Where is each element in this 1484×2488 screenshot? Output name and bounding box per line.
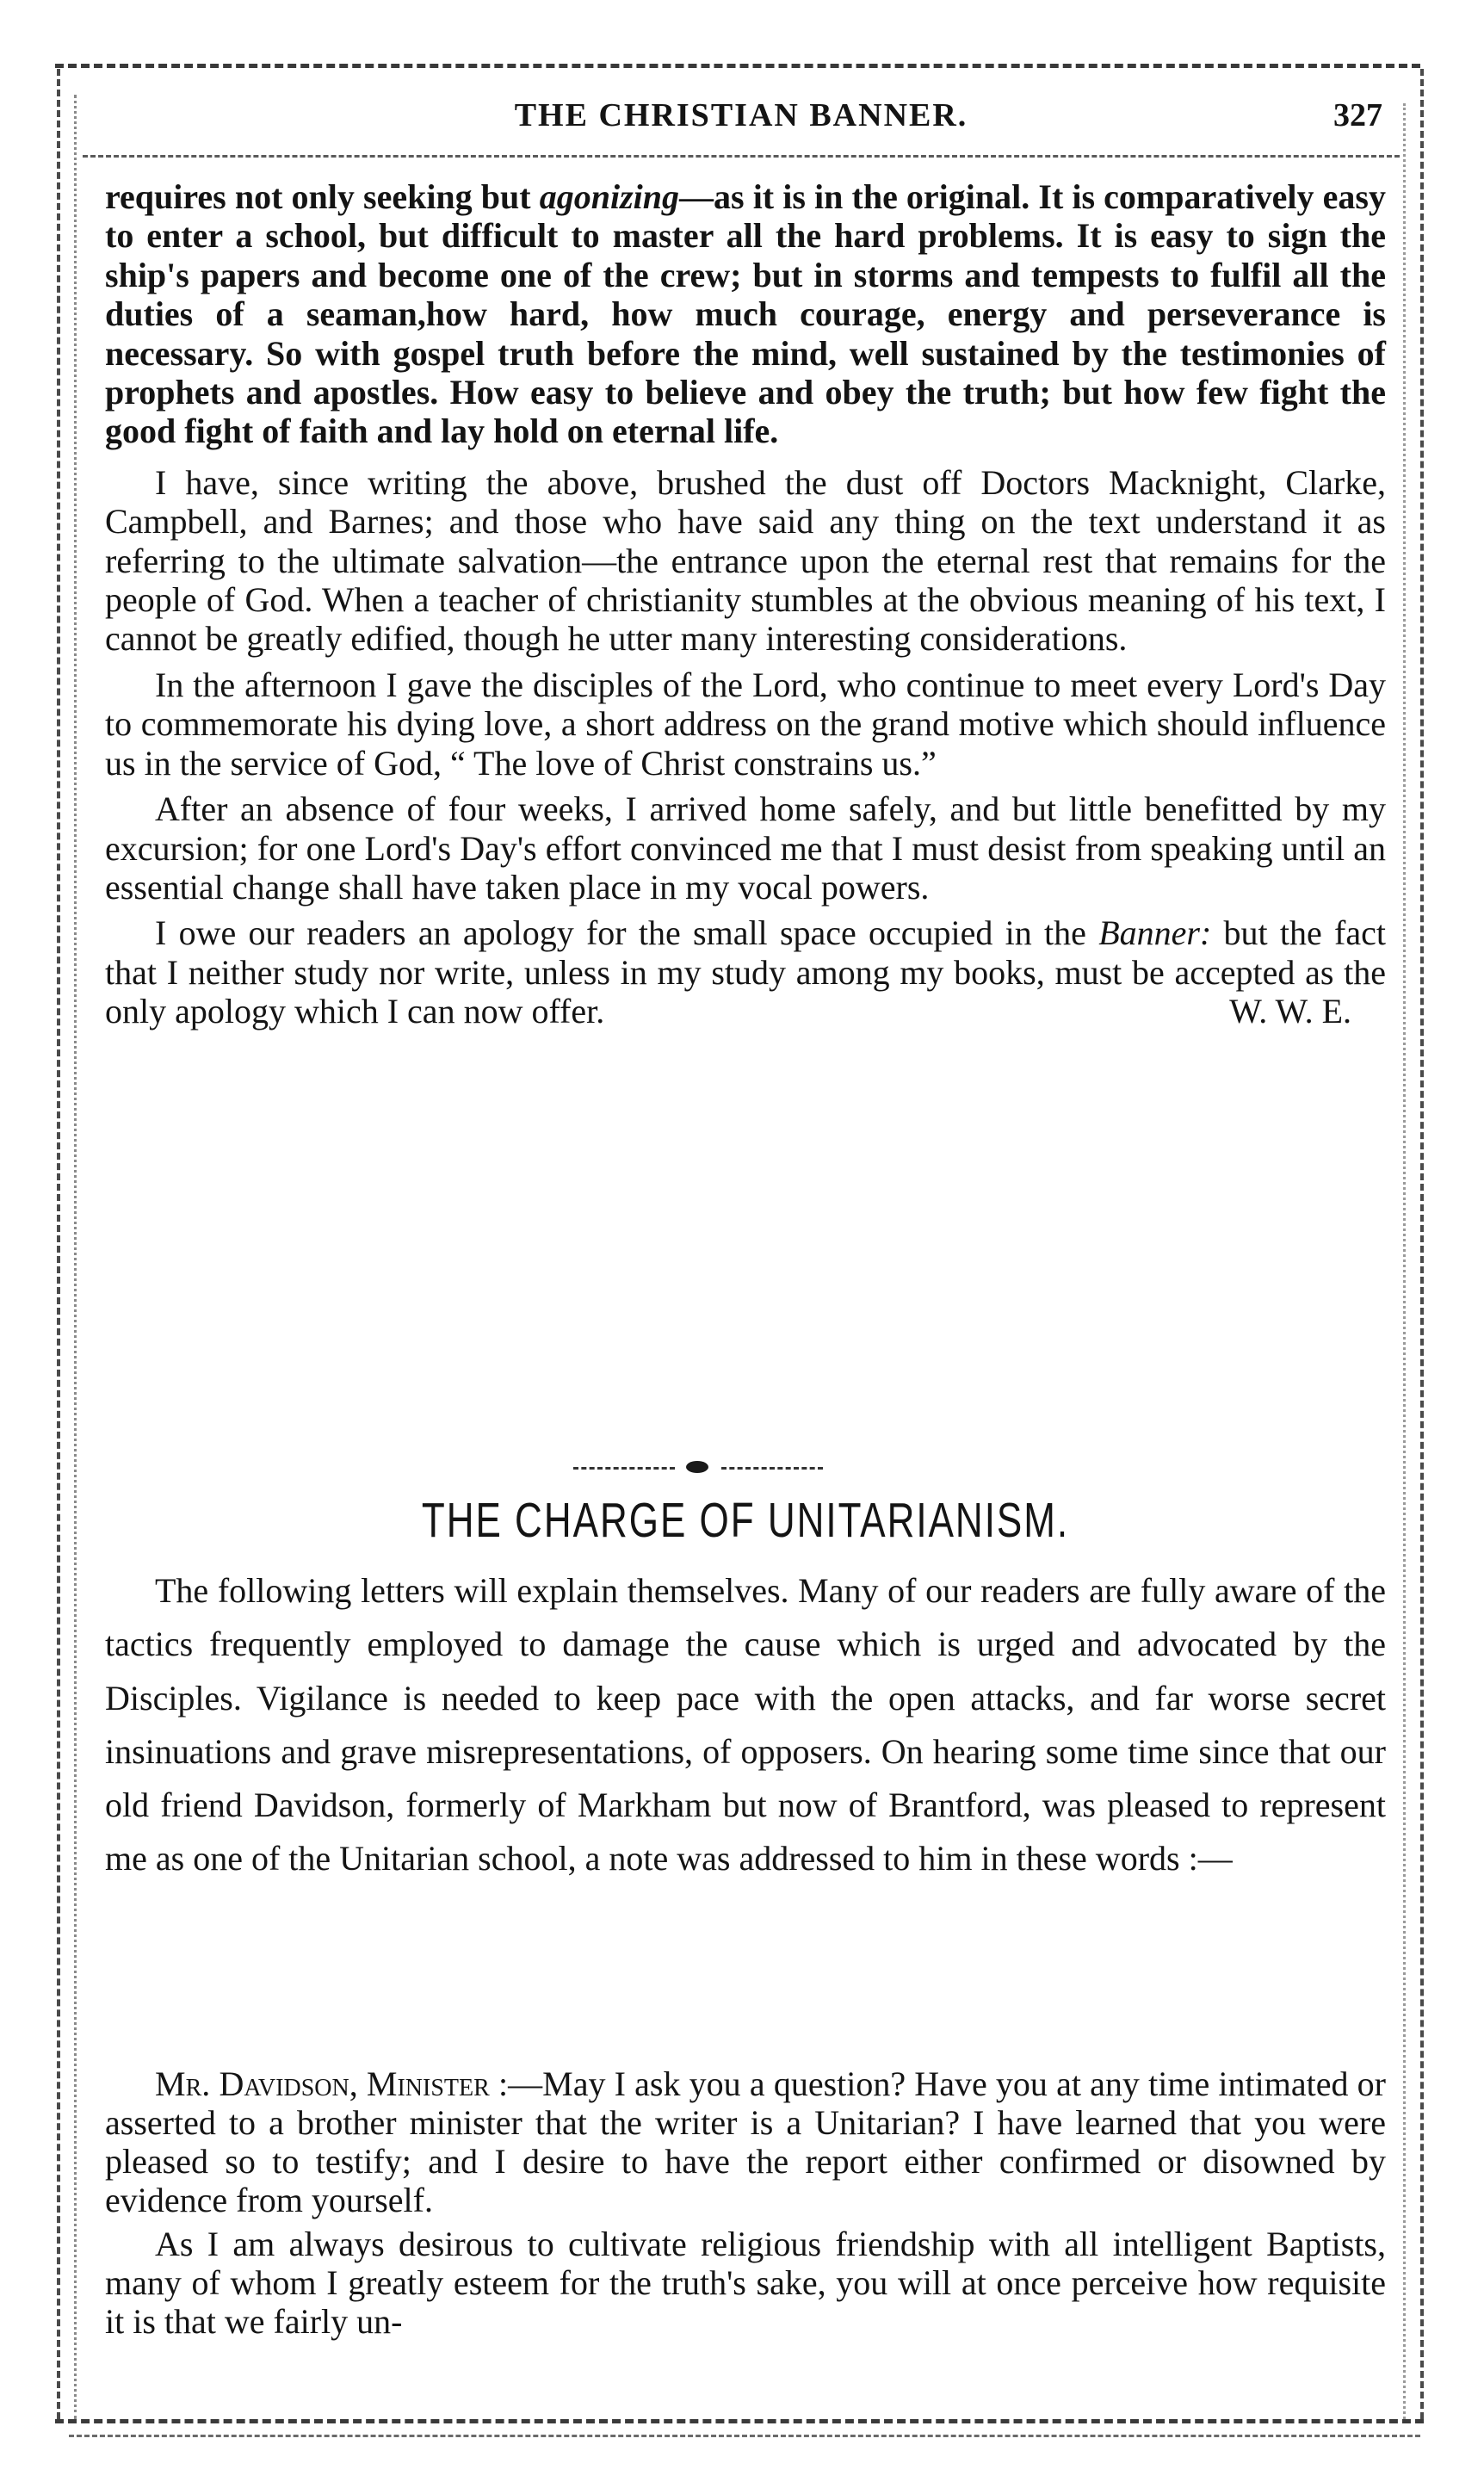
frame-right-inner-rule	[1403, 103, 1406, 2419]
italic-text: Banner:	[1098, 913, 1212, 953]
paragraph: In the afternoon I gave the disciples of the Lord, who continue to meet every Lord's Day to commemorate his dying love, a short address on the grand motive which should influence us in the service of God, “ The love of Christ constrains us.”	[105, 665, 1386, 783]
italic-text: agonizing	[539, 177, 680, 216]
text-run: —as it is in the original. It is comparatively easy to enter a school, but difficult to master all the hard problems. It is easy to sign the ship's papers and become one of the crew; but in storms and tempests to fulfil all the duties of a seaman,how hard, how much courage, energy and perseverance is necessary. So with gospel truth before the mind, well sustained by the testimonies of prophets and apostles. How easy to believe and obey the truth; but how few fight the good fight of faith and lay hold on eternal life.	[105, 177, 1386, 451]
divider-rule-left	[573, 1467, 675, 1470]
text-run: but the fact that I neither study nor write, unless in my study among my books, must be accepted as the only apology which I can now offer.	[105, 913, 1387, 1031]
section-divider-ornament	[573, 1461, 823, 1475]
text-run: I owe our readers an apology for the small space occupied in the	[155, 913, 1099, 953]
frame-bottom-inner-rule	[69, 2435, 1420, 2437]
divider-dot	[686, 1461, 708, 1473]
paragraph: I have, since writing the above, brushed the dust off Doctors Macknight, Clarke, Campbell, and Barnes; and those who have said any thing on the text understand it as referring to the ultimate salvation—the entrance upon the eternal rest that remains for the people of God. When a teacher of christianity stumbles at the obvious meaning of his text, I cannot be greatly edified, though he utter many interesting considerations.	[105, 462, 1386, 659]
journal-title: THE CHRISTIAN BANNER.	[514, 97, 968, 133]
article-intro	[105, 1564, 1386, 1886]
page-number: 327	[1333, 97, 1382, 133]
paragraph	[105, 913, 1386, 1030]
frame-right-rule	[1420, 69, 1424, 2419]
paragraph	[105, 2064, 1386, 2219]
paragraph: After an absence of four weeks, I arrived home safely, and but little benefitted by my excursion; for one Lord's Day's effort convinced me that I must desist from speaking until an essential change shall have taken place in my vocal powers.	[105, 789, 1386, 907]
frame-bottom-rule	[55, 2419, 1424, 2423]
running-head	[83, 86, 1400, 146]
text-run: :—May I ask you a question? Have you at any time intimated or asserted to a brother minister that the writer is a Unitarian? I have learned that you were pleased so to testify; and I desire to have the report either confirmed or disowned by evidence from yourself.	[105, 2064, 1386, 2219]
letter-salutation: Mr. Davidson, Minister	[155, 2064, 490, 2103]
letter-body	[105, 2064, 1386, 2341]
header-rule	[83, 155, 1400, 158]
section-heading: THE CHARGE OF UNITARIANISM.	[421, 1494, 1070, 1548]
frame-left-rule	[57, 69, 60, 2419]
paragraph	[105, 177, 1386, 451]
divider-rule-right	[721, 1467, 823, 1470]
paragraph: As I am always desirous to cultivate religious friendship with all intelligent Baptists, many of whom I greatly esteem for the truth's sake, you will at once perceive how requisite it is that we fairly un-	[105, 2225, 1386, 2341]
frame-left-inner-rule	[74, 95, 77, 2419]
paragraph: The following letters will explain themselves. Many of our readers are fully aware of the tactics frequently employed to damage the cause which is urged and advocated by the Disciples. Vigilance is needed to keep pace with the open attacks, and far worse secret insinuations and grave misrepresentations, of opposers. On hearing some time since that our old friend Davidson, formerly of Markham but now of Brantford, was pleased to represent me as one of the Unitarian school, a note was addressed to him in these words :—	[105, 1571, 1386, 1878]
frame-top-rule	[55, 64, 1420, 68]
author-signature: W. W. E.	[1229, 992, 1351, 1031]
text-run: requires not only seeking but	[105, 177, 540, 216]
article-continuation	[105, 177, 1386, 1031]
